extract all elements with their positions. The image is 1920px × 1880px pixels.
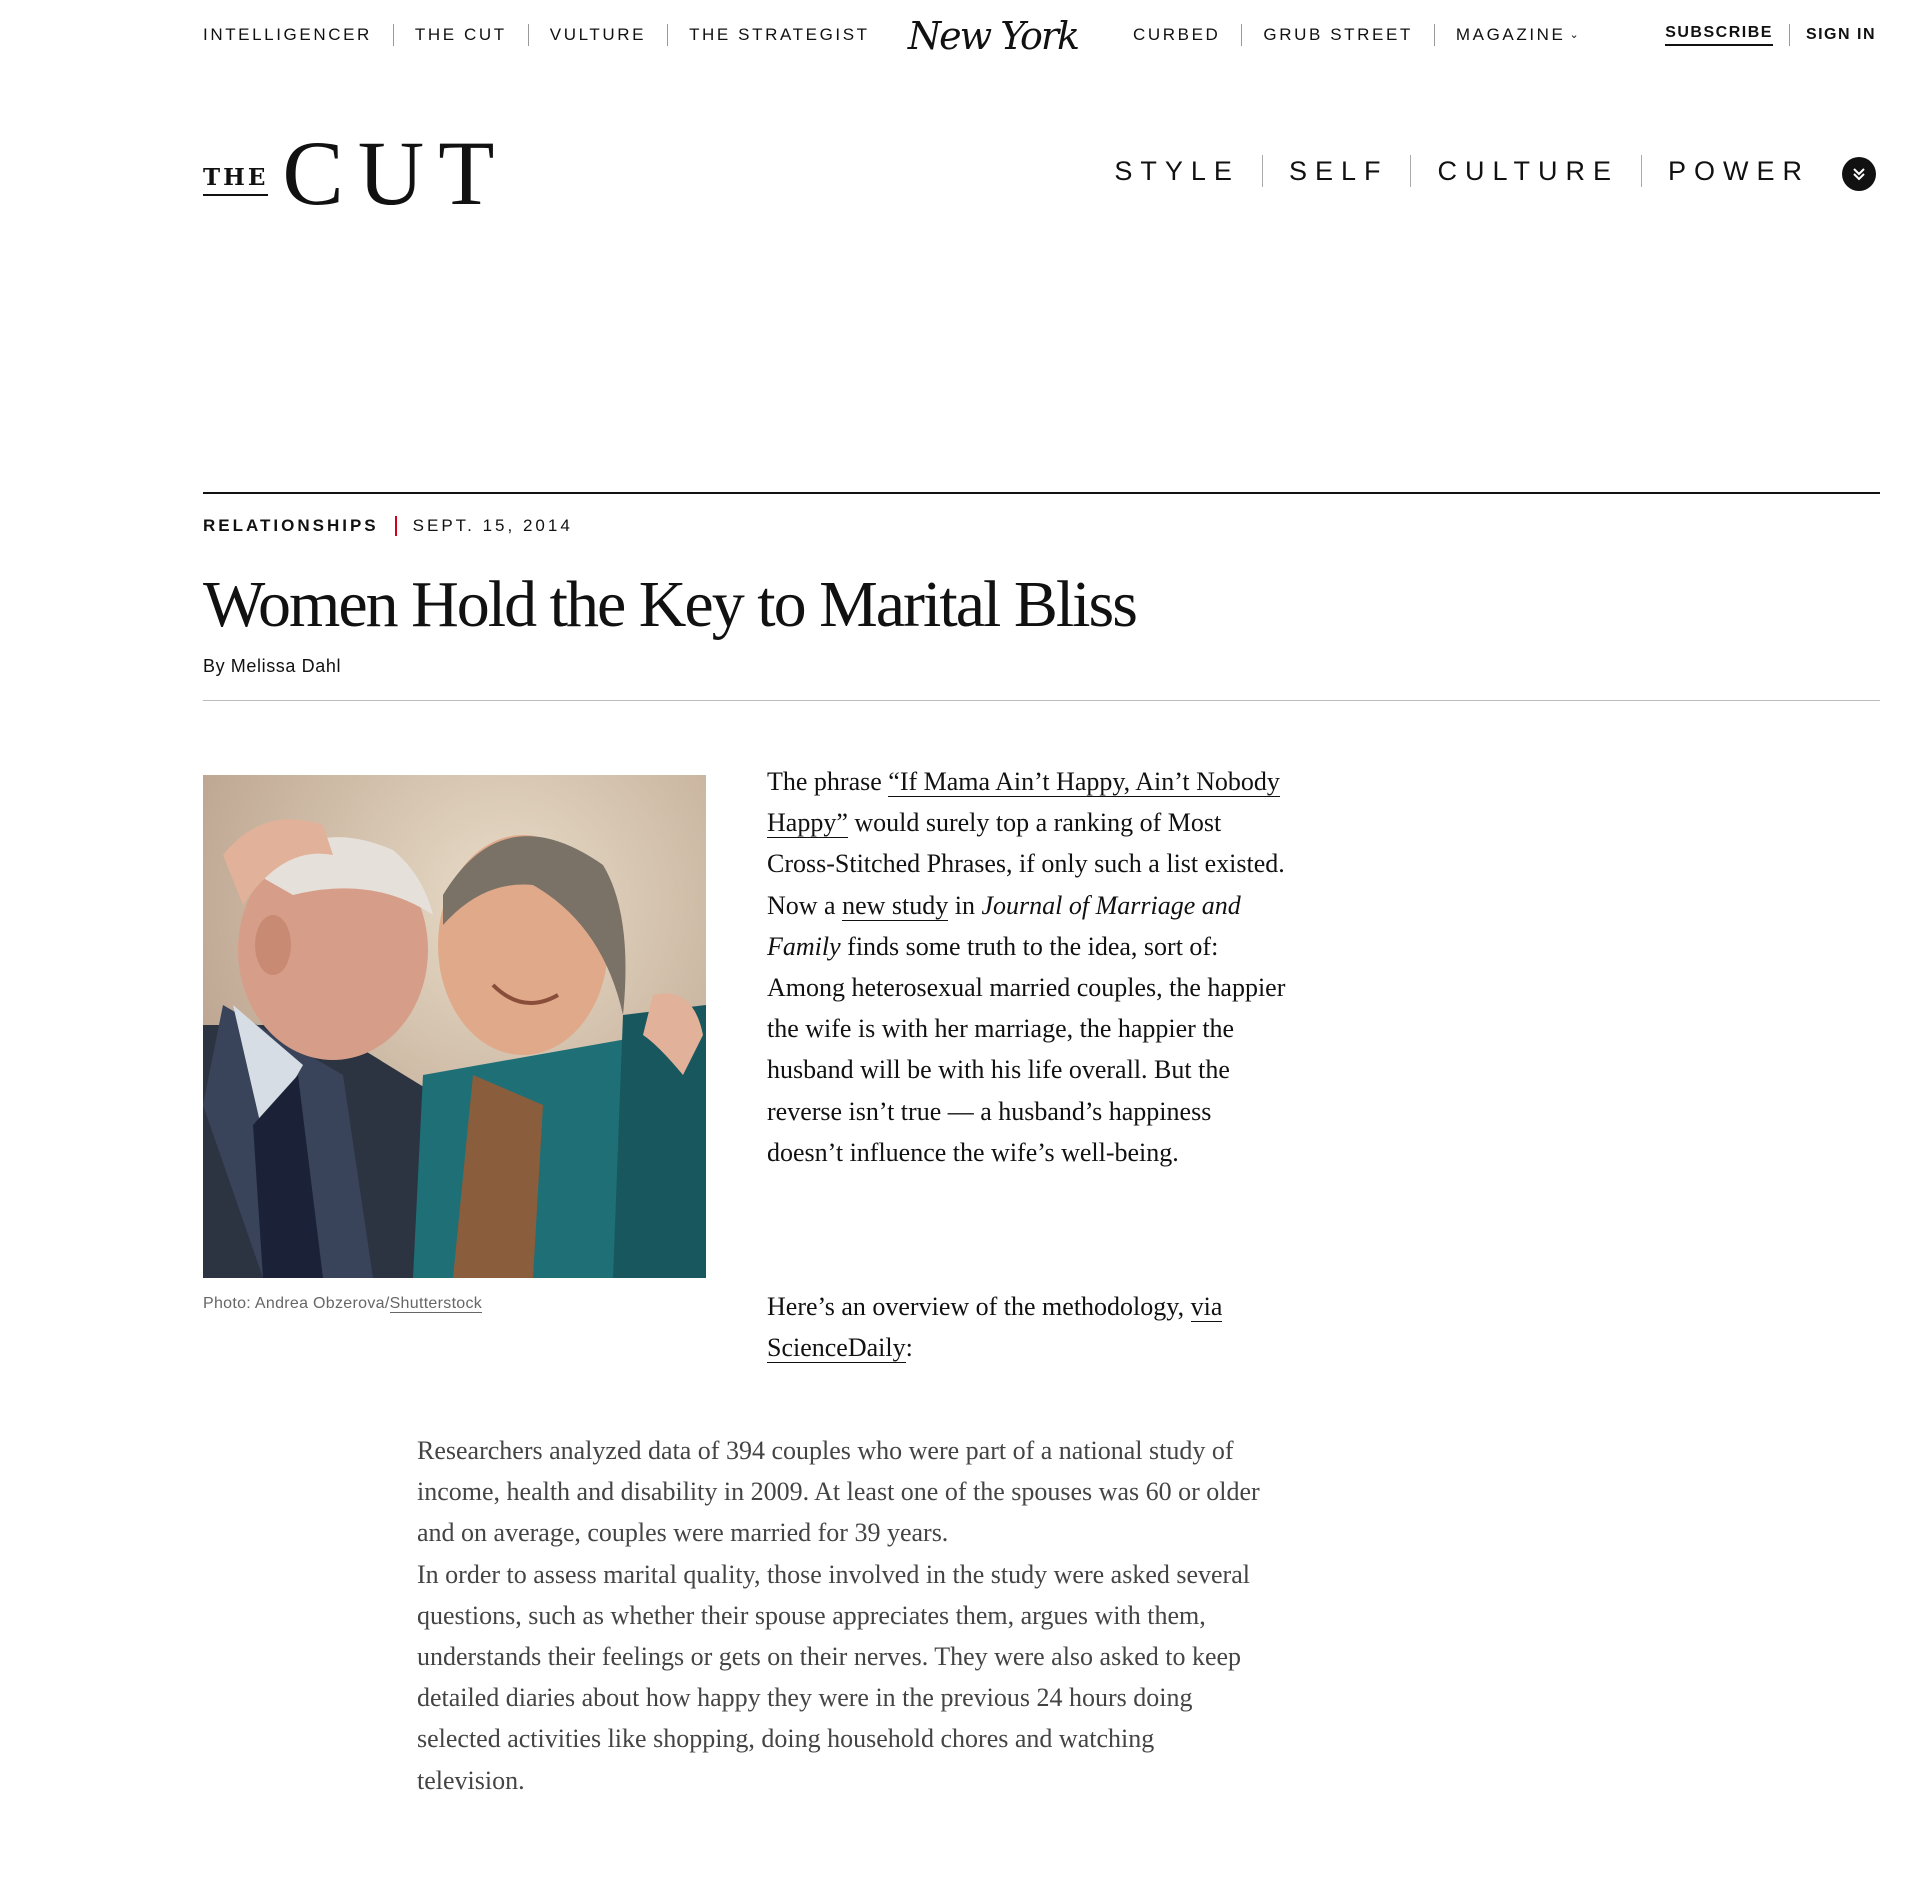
divider [1434,24,1435,46]
divider [393,24,394,46]
sign-in-link[interactable]: SIGN IN [1805,26,1876,43]
text-run: The phrase [767,767,889,796]
journal-title: Journal of Marriage and Family [767,890,1241,961]
sciencedaily-link[interactable]: via ScienceDaily [767,1292,1223,1363]
text-run: would surely top a ranking of Most Cross-Stitched Phrases, if only such a list existed. Now a [767,808,1285,920]
subscribe-link[interactable]: SUBSCRIBE [1665,24,1773,46]
network-links-right [1133,24,1581,46]
new-study-link[interactable]: new study [842,890,949,920]
network-link-the-strategist[interactable]: THE STRATEGIST [689,25,870,44]
quote-paragraph-2: In order to assess marital quality, those involved in the study were asked several questions, such as whether their spouse appreciates them, argues with them, understands their feelings or gets on their nerves. They were also asked to keep detailed diaries about how happy they were in the previous 24 hours doing selected activities like shopping, doing household chores and watching television. [417,1559,1250,1795]
article-headline: Women Hold the Key to Marital Bliss [203,568,1136,641]
byline-rule [203,700,1880,701]
divider [1241,24,1242,46]
body-paragraph-1 [767,761,1287,1173]
network-link-grub-street[interactable]: GRUB STREET [1263,25,1413,44]
rubric-divider [395,516,397,536]
section-link-self[interactable]: SELF [1288,155,1389,186]
elderly-couple-photo [203,775,706,1278]
divider [1262,155,1263,187]
the-cut-logo[interactable] [203,122,509,224]
network-link-curbed[interactable]: CURBED [1133,25,1221,44]
network-link-intelligencer[interactable]: INTELLIGENCER [203,25,372,44]
rubric-link[interactable]: RELATIONSHIPS [203,516,379,535]
divider [528,24,529,46]
network-link-vulture[interactable]: VULTURE [549,25,647,44]
text-run: : [905,1333,913,1363]
account-links [1665,24,1876,46]
phrase-link[interactable]: “If Mama Ain’t Happy, Ain’t Nobody Happy” [767,767,1280,838]
new-york-logo[interactable]: New York [907,14,1079,58]
network-link-the-cut[interactable]: THE CUT [414,25,507,44]
article-meta [203,516,573,536]
network-link-magazine[interactable] [1456,25,1581,45]
quote-paragraph-1: Researchers analyzed data of 394 couples who were part of a national study of income, health and disability in 2009. At least one of the spouses was 60 or older and on average, couples were married for 39 years. [417,1436,1260,1548]
chevron-double-down-icon [1850,165,1868,183]
logo-cut: CUT [282,122,509,224]
caption-source-link[interactable]: Shutterstock [389,1295,483,1312]
blockquote [417,1430,1267,1801]
menu-button[interactable] [1842,157,1876,191]
section-link-style[interactable]: STYLE [1114,155,1240,186]
network-links-left [203,24,870,46]
lead-photo [203,775,706,1278]
text-run: finds some truth to the idea, sort of: Among heterosexual married couples, the happier the wife is with her marriage, the happier the husband will be with his life overall. But the reverse isn’t true — a husband’s happiness doesn’t influence the wife’s well-being. [767,931,1286,1167]
chevron-down-icon: ⌄ [1569,29,1582,41]
section-nav [1114,155,1810,187]
photo-caption [203,1295,482,1313]
section-link-culture[interactable]: CULTURE [1437,155,1619,186]
magazine-label: MAGAZINE [1455,25,1566,44]
section-link-power[interactable]: POWER [1667,155,1810,186]
divider [1641,155,1642,187]
logo-the: THE [203,164,268,196]
publish-date: SEPT. 15, 2014 [412,516,573,535]
text-run: Here’s an overview of the methodology, [767,1292,1191,1321]
body-paragraph-2 [767,1286,1287,1368]
network-bar [0,0,1920,70]
divider [1410,155,1411,187]
text-run: in [948,890,982,920]
divider [1789,24,1790,46]
caption-credit: Photo: Andrea Obzerova/ [203,1295,390,1312]
divider [667,24,668,46]
byline[interactable]: By Melissa Dahl [203,656,342,676]
header-rule [203,492,1880,494]
